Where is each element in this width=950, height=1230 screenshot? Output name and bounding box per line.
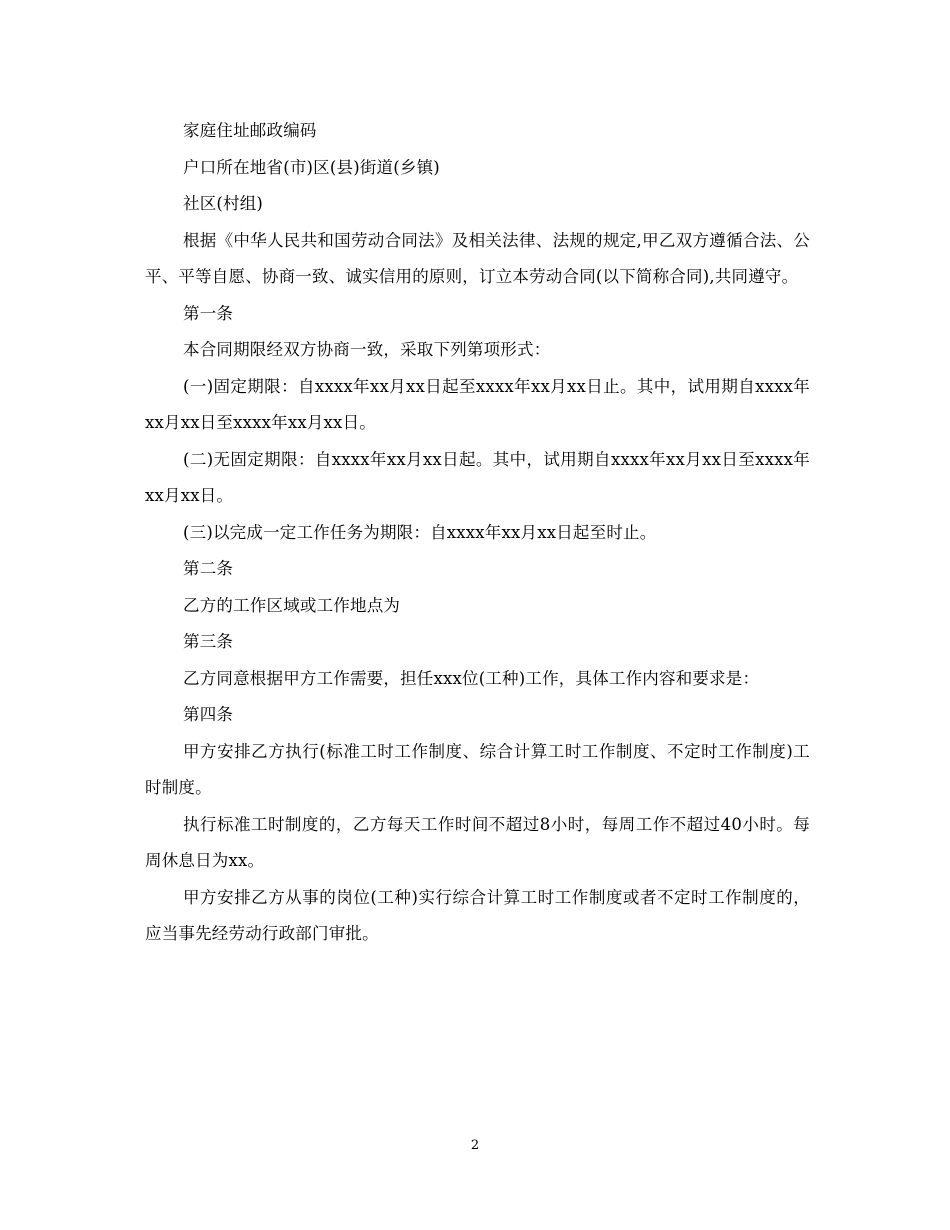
- paragraph-community: 社区(村组): [183, 194, 264, 213]
- article-3-heading: 第三条: [183, 632, 234, 651]
- article-4-approval: 甲方安排乙方从事的岗位(工种)实行综合计算工时工作制度或者不定时工作制度的，应当事先经劳动行政部门审批。: [145, 887, 810, 943]
- article-1-open-term: (二)无固定期限：自xxxx年xx月xx日起。其中，试用期自xxxx年xx月xx日至xxxx年xx月xx日。: [145, 449, 810, 505]
- article-4-standard-hours: 执行标准工时制度的，乙方每天工作时间不超过8小时，每周工作不超过40小时。每周休息日为xx。: [145, 814, 810, 870]
- article-1-fixed-term: (一)固定期限：自xxxx年xx月xx日起至xxxx年xx月xx日止。其中，试用期自xxxx年xx月xx日至xxxx年xx月xx日。: [145, 376, 810, 432]
- article-4-work-system: 甲方安排乙方执行(标准工时工作制度、综合计算工时工作制度、不定时工作制度)工时制度。: [145, 741, 810, 797]
- article-1-task-term: (三)以完成一定工作任务为期限：自xxxx年xx月xx日起至时止。: [183, 522, 657, 542]
- paragraph-address-postcode: 家庭住址邮政编码: [183, 121, 317, 140]
- article-2-heading: 第二条: [183, 559, 234, 578]
- article-4-heading: 第四条: [183, 705, 234, 724]
- article-1-intro: 本合同期限经双方协商一致，采取下列第项形式：: [183, 340, 551, 359]
- paragraph-household-registration: 户口所在地省(市)区(县)街道(乡镇): [183, 157, 440, 177]
- article-1-heading: 第一条: [183, 303, 234, 323]
- article-3-position: 乙方同意根据甲方工作需要，担任xxx位(工种)工作，具体工作内容和要求是：: [183, 668, 760, 688]
- paragraph-preamble: 根据《中华人民共和国劳动合同法》及相关法律、法规的规定,甲乙双方遵循合法、公平、平等自愿、协商一致、诚实信用的原则，订立本劳动合同(以下简称合同),共同遵守。: [145, 230, 810, 286]
- document-body: [145, 113, 810, 953]
- page-number: 2: [470, 1138, 480, 1153]
- article-2-workplace: 乙方的工作区域或工作地点为: [183, 595, 401, 615]
